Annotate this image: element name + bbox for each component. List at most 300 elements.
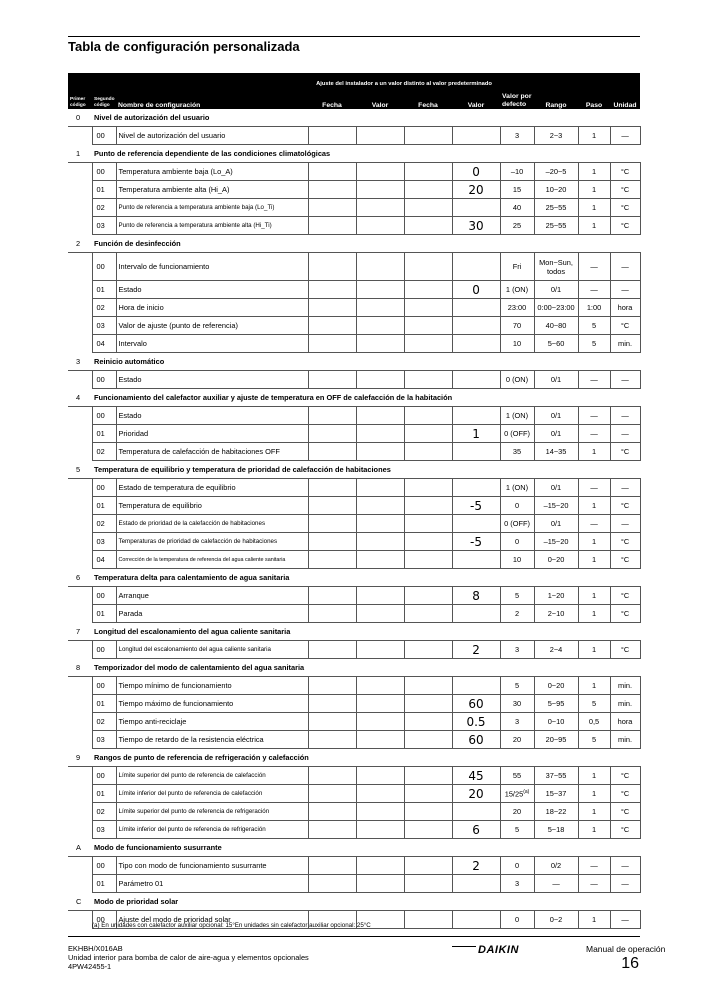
- table-row: [68, 281, 640, 299]
- subcode-cell: 04: [92, 551, 116, 569]
- value-field-1[interactable]: [356, 695, 404, 713]
- table-row: [68, 425, 640, 443]
- date-field-1[interactable]: [308, 821, 356, 839]
- subcode-cell: 02: [92, 803, 116, 821]
- handwritten-value[interactable]: 2: [452, 641, 500, 659]
- date-field-1[interactable]: [308, 785, 356, 803]
- range-header: Rango: [534, 87, 578, 109]
- date-field-1[interactable]: [308, 181, 356, 199]
- range-cell: –15~20: [534, 533, 578, 551]
- table-row: [68, 515, 640, 533]
- subcode-cell: 00: [92, 407, 116, 425]
- handwritten-value[interactable]: 8: [452, 587, 500, 605]
- range-cell: 2~3: [534, 127, 578, 145]
- section-row: [68, 353, 640, 371]
- table-row: [68, 677, 640, 695]
- date-field-1[interactable]: [308, 731, 356, 749]
- date-field-2[interactable]: [404, 785, 452, 803]
- default-cell: 70: [500, 317, 534, 335]
- date-field-1[interactable]: [308, 497, 356, 515]
- date-field-2[interactable]: [404, 199, 452, 217]
- date-field-2[interactable]: [404, 911, 452, 929]
- value-field-1[interactable]: [356, 515, 404, 533]
- value-field-1[interactable]: [356, 605, 404, 623]
- section-code: C: [68, 893, 92, 911]
- handwritten-value[interactable]: 1: [452, 425, 500, 443]
- handwritten-value[interactable]: [452, 253, 500, 281]
- value-field-1[interactable]: [356, 587, 404, 605]
- setting-name: Parada: [116, 605, 308, 623]
- range-cell: 25~55: [534, 199, 578, 217]
- setting-name: Nivel de autorización del usuario: [116, 127, 308, 145]
- unit-cell: °C: [610, 443, 640, 461]
- date-field-1[interactable]: [308, 677, 356, 695]
- handwritten-value[interactable]: [452, 677, 500, 695]
- step-cell: 1: [578, 821, 610, 839]
- setting-name: Longitud del escalonamiento del agua caliente sanitaria: [116, 641, 308, 659]
- date-field-2[interactable]: [404, 163, 452, 181]
- table-row: [68, 199, 640, 217]
- footer-left: [68, 944, 309, 971]
- value-field-1[interactable]: [356, 875, 404, 893]
- section-name: Temporizador del modo de calentamiento del agua sanitaria: [92, 659, 640, 677]
- date-field-2[interactable]: [404, 515, 452, 533]
- date-field-1[interactable]: [308, 127, 356, 145]
- value-field-1[interactable]: [356, 253, 404, 281]
- section-row: [68, 839, 640, 857]
- table-row: [68, 443, 640, 461]
- date-field-2[interactable]: [404, 587, 452, 605]
- default-cell: 3: [500, 713, 534, 731]
- table-row: [68, 317, 640, 335]
- table-row: [68, 371, 640, 389]
- section-row: [68, 659, 640, 677]
- setting-name: Hora de inicio: [116, 299, 308, 317]
- section-name: Reinicio automático: [92, 353, 640, 371]
- date-field-1[interactable]: [308, 299, 356, 317]
- handwritten-value[interactable]: [452, 605, 500, 623]
- step-cell: 5: [578, 335, 610, 353]
- date-field-2[interactable]: [404, 127, 452, 145]
- date-field-2[interactable]: [404, 253, 452, 281]
- section-code: 3: [68, 353, 92, 371]
- subcode-cell: 02: [92, 299, 116, 317]
- table-row: [68, 407, 640, 425]
- handwritten-value[interactable]: [452, 335, 500, 353]
- unit-cell: °C: [610, 605, 640, 623]
- date-field-2[interactable]: [404, 533, 452, 551]
- handwritten-value[interactable]: [452, 317, 500, 335]
- table-row: [68, 695, 640, 713]
- subcode-cell: 00: [92, 641, 116, 659]
- subcode-cell: 00: [92, 767, 116, 785]
- range-cell: –15~20: [534, 497, 578, 515]
- date-field-1[interactable]: [308, 605, 356, 623]
- default-cell: –10: [500, 163, 534, 181]
- unit-cell: —: [610, 911, 640, 929]
- date-field-2[interactable]: [404, 695, 452, 713]
- second-code-header: Segundo código: [92, 87, 116, 109]
- default-cell: 0 (ON): [500, 371, 534, 389]
- step-cell: 1: [578, 217, 610, 235]
- range-cell: 5~95: [534, 695, 578, 713]
- date-field-2[interactable]: [404, 497, 452, 515]
- unit-cell: —: [610, 515, 640, 533]
- date-field-1[interactable]: [308, 317, 356, 335]
- default-cell: 0 (OFF): [500, 425, 534, 443]
- handwritten-value[interactable]: [452, 443, 500, 461]
- table-body: [68, 109, 640, 929]
- value-field-1[interactable]: [356, 443, 404, 461]
- range-cell: 0/1: [534, 407, 578, 425]
- step-header: Paso: [578, 87, 610, 109]
- date-field-1[interactable]: [308, 533, 356, 551]
- subcode-cell: 03: [92, 533, 116, 551]
- table-row: [68, 181, 640, 199]
- value-field-1[interactable]: [356, 821, 404, 839]
- step-cell: 1: [578, 677, 610, 695]
- range-cell: 2~10: [534, 605, 578, 623]
- value-field-1[interactable]: [356, 425, 404, 443]
- handwritten-value[interactable]: [452, 479, 500, 497]
- unit-cell: —: [610, 425, 640, 443]
- default-cell: 1 (ON): [500, 407, 534, 425]
- range-cell: 20~95: [534, 731, 578, 749]
- date-field-2[interactable]: [404, 875, 452, 893]
- section-row: [68, 569, 640, 587]
- subcode-cell: 01: [92, 281, 116, 299]
- default-cell: 10: [500, 335, 534, 353]
- value-field-1[interactable]: [356, 335, 404, 353]
- date-field-2[interactable]: [404, 857, 452, 875]
- section-code: 9: [68, 749, 92, 767]
- section-name: Función de desinfección: [92, 235, 640, 253]
- setting-name: Tipo con modo de funcionamiento susurrante: [116, 857, 308, 875]
- setting-name: Estado de temperatura de equilibrio: [116, 479, 308, 497]
- header-row-2: [68, 87, 640, 109]
- table-row: [68, 551, 640, 569]
- manual-title: Manual de operación: [586, 944, 666, 954]
- subcode-cell: 00: [92, 163, 116, 181]
- default-cell: 0: [500, 497, 534, 515]
- date-field-1[interactable]: [308, 281, 356, 299]
- subcode-cell: 02: [92, 443, 116, 461]
- unit-cell: °C: [610, 641, 640, 659]
- date-field-2[interactable]: [404, 217, 452, 235]
- handwritten-value[interactable]: 45: [452, 767, 500, 785]
- handwritten-value[interactable]: [452, 803, 500, 821]
- unit-cell: hora: [610, 299, 640, 317]
- value-field-1[interactable]: [356, 767, 404, 785]
- date-field-2[interactable]: [404, 479, 452, 497]
- header-row-1: [68, 73, 640, 87]
- setting-name: Límite superior del punto de referencia de refrigeración: [116, 803, 308, 821]
- subcode-cell: 00: [92, 857, 116, 875]
- value-field-1[interactable]: [356, 217, 404, 235]
- handwritten-value[interactable]: -5: [452, 497, 500, 515]
- setting-name: Estado de prioridad de la calefacción de habitaciones: [116, 515, 308, 533]
- value-field-1[interactable]: [356, 317, 404, 335]
- title-rule: [68, 36, 640, 37]
- value-header-2: Valor: [452, 87, 500, 109]
- date-field-2[interactable]: [404, 299, 452, 317]
- step-cell: 1: [578, 443, 610, 461]
- default-cell: 0: [500, 533, 534, 551]
- section-name: Modo de prioridad solar: [92, 893, 640, 911]
- subcode-cell: 01: [92, 181, 116, 199]
- section-name: Nivel de autorización del usuario: [92, 109, 640, 127]
- default-cell: 0: [500, 857, 534, 875]
- table-row: [68, 767, 640, 785]
- date-field-2[interactable]: [404, 443, 452, 461]
- handwritten-value[interactable]: [452, 371, 500, 389]
- date-field-1[interactable]: [308, 443, 356, 461]
- setting-name: Arranque: [116, 587, 308, 605]
- value-field-1[interactable]: [356, 181, 404, 199]
- subcode-cell: 01: [92, 875, 116, 893]
- date-field-1[interactable]: [308, 695, 356, 713]
- date-field-2[interactable]: [404, 371, 452, 389]
- step-cell: 1: [578, 497, 610, 515]
- date-header-1: Fecha: [308, 87, 356, 109]
- table-row: [68, 497, 640, 515]
- date-field-2[interactable]: [404, 821, 452, 839]
- value-field-1[interactable]: [356, 677, 404, 695]
- handwritten-value[interactable]: [452, 515, 500, 533]
- range-cell: 0/1: [534, 479, 578, 497]
- default-cell: 10: [500, 551, 534, 569]
- subcode-cell: 01: [92, 497, 116, 515]
- range-cell: 0~20: [534, 551, 578, 569]
- date-header-2: Fecha: [404, 87, 452, 109]
- value-field-1[interactable]: [356, 199, 404, 217]
- table-row: [68, 479, 640, 497]
- setting-name: Estado: [116, 407, 308, 425]
- unit-cell: —: [610, 281, 640, 299]
- default-cell: 55: [500, 767, 534, 785]
- date-field-1[interactable]: [308, 425, 356, 443]
- subcode-cell: 02: [92, 713, 116, 731]
- date-field-2[interactable]: [404, 335, 452, 353]
- date-field-1[interactable]: [308, 335, 356, 353]
- date-field-1[interactable]: [308, 371, 356, 389]
- default-cell: 5: [500, 821, 534, 839]
- unit-cell: —: [610, 857, 640, 875]
- subcode-cell: 03: [92, 821, 116, 839]
- handwritten-value[interactable]: 6: [452, 821, 500, 839]
- section-name: Modo de funcionamiento susurrante: [92, 839, 640, 857]
- setting-name: Temperatura de calefacción de habitaciones OFF: [116, 443, 308, 461]
- date-field-2[interactable]: [404, 407, 452, 425]
- step-cell: 1: [578, 641, 610, 659]
- date-field-2[interactable]: [404, 767, 452, 785]
- subcode-cell: 03: [92, 217, 116, 235]
- date-field-1[interactable]: [308, 515, 356, 533]
- handwritten-value[interactable]: 0: [452, 281, 500, 299]
- setting-name: Tiempo de retardo de la resistencia eléctrica: [116, 731, 308, 749]
- subcode-cell: 03: [92, 317, 116, 335]
- section-row: [68, 109, 640, 127]
- value-field-1[interactable]: [356, 281, 404, 299]
- handwritten-value[interactable]: 60: [452, 731, 500, 749]
- date-field-1[interactable]: [308, 551, 356, 569]
- unit-cell: °C: [610, 497, 640, 515]
- unit-header: Unidad: [610, 87, 640, 109]
- setting-name: Valor de ajuste (punto de referencia): [116, 317, 308, 335]
- date-field-1[interactable]: [308, 803, 356, 821]
- value-field-1[interactable]: [356, 407, 404, 425]
- date-field-1[interactable]: [308, 713, 356, 731]
- default-cell: 20: [500, 803, 534, 821]
- table-row: [68, 821, 640, 839]
- table-row: [68, 299, 640, 317]
- range-cell: 0/1: [534, 515, 578, 533]
- value-field-1[interactable]: [356, 479, 404, 497]
- handwritten-value[interactable]: [452, 299, 500, 317]
- value-field-1[interactable]: [356, 803, 404, 821]
- document-code: 4PW42455-1: [68, 962, 112, 971]
- subcode-cell: 03: [92, 731, 116, 749]
- step-cell: 1: [578, 551, 610, 569]
- handwritten-value[interactable]: 30: [452, 217, 500, 235]
- date-field-2[interactable]: [404, 425, 452, 443]
- value-field-1[interactable]: [356, 785, 404, 803]
- date-field-2[interactable]: [404, 551, 452, 569]
- handwritten-value[interactable]: 0.5: [452, 713, 500, 731]
- handwritten-value[interactable]: [452, 199, 500, 217]
- range-cell: Mon~Sun, todos: [534, 253, 578, 281]
- section-code: 4: [68, 389, 92, 407]
- step-cell: —: [578, 425, 610, 443]
- section-code: 0: [68, 109, 92, 127]
- subcode-cell: 00: [92, 127, 116, 145]
- date-field-2[interactable]: [404, 803, 452, 821]
- unit-cell: °C: [610, 181, 640, 199]
- range-cell: 0/1: [534, 425, 578, 443]
- handwritten-value[interactable]: 2: [452, 857, 500, 875]
- range-cell: –20~5: [534, 163, 578, 181]
- date-field-1[interactable]: [308, 479, 356, 497]
- section-row: [68, 145, 640, 163]
- range-cell: 1~20: [534, 587, 578, 605]
- value-field-1[interactable]: [356, 299, 404, 317]
- value-field-1[interactable]: [356, 641, 404, 659]
- default-cell: 2: [500, 605, 534, 623]
- subcode-cell: 02: [92, 515, 116, 533]
- date-field-2[interactable]: [404, 731, 452, 749]
- range-cell: 5~60: [534, 335, 578, 353]
- unit-cell: °C: [610, 767, 640, 785]
- default-cell: 3: [500, 127, 534, 145]
- setting-name: Estado: [116, 371, 308, 389]
- date-field-1[interactable]: [308, 875, 356, 893]
- step-cell: 1: [578, 605, 610, 623]
- handwritten-value[interactable]: 60: [452, 695, 500, 713]
- date-field-2[interactable]: [404, 317, 452, 335]
- handwritten-value[interactable]: [452, 551, 500, 569]
- table-row: [68, 253, 640, 281]
- unit-cell: min.: [610, 677, 640, 695]
- default-cell: 23:00: [500, 299, 534, 317]
- step-cell: —: [578, 371, 610, 389]
- date-field-2[interactable]: [404, 605, 452, 623]
- setting-name: Temperatura de equilibrio: [116, 497, 308, 515]
- page-title: Tabla de configuración personalizada: [68, 39, 300, 54]
- section-row: [68, 893, 640, 911]
- value-field-1[interactable]: [356, 857, 404, 875]
- value-field-1[interactable]: [356, 497, 404, 515]
- setting-name: Límite superior del punto de referencia de calefacción: [116, 767, 308, 785]
- date-field-2[interactable]: [404, 713, 452, 731]
- brand-logo: DAIKIN: [478, 944, 519, 956]
- date-field-2[interactable]: [404, 677, 452, 695]
- step-cell: —: [578, 281, 610, 299]
- setting-name: Prioridad: [116, 425, 308, 443]
- date-field-1[interactable]: [308, 253, 356, 281]
- footer-rule: [68, 936, 640, 937]
- unit-cell: —: [610, 371, 640, 389]
- setting-name: Temperatura ambiente alta (Hi_A): [116, 181, 308, 199]
- step-cell: 1: [578, 767, 610, 785]
- range-cell: 25~55: [534, 217, 578, 235]
- setting-name: Corrección de la temperatura de referencia del agua caliente sanitaria: [116, 551, 308, 569]
- subcode-cell: 01: [92, 695, 116, 713]
- handwritten-value[interactable]: [452, 875, 500, 893]
- section-row: [68, 623, 640, 641]
- date-field-1[interactable]: [308, 217, 356, 235]
- date-field-1[interactable]: [308, 407, 356, 425]
- date-field-1[interactable]: [308, 641, 356, 659]
- section-code: 8: [68, 659, 92, 677]
- value-field-1[interactable]: [356, 551, 404, 569]
- date-field-1[interactable]: [308, 199, 356, 217]
- subcode-cell: 00: [92, 371, 116, 389]
- handwritten-value[interactable]: 20: [452, 181, 500, 199]
- value-field-1[interactable]: [356, 371, 404, 389]
- handwritten-value[interactable]: [452, 127, 500, 145]
- range-cell: 18~22: [534, 803, 578, 821]
- handwritten-value[interactable]: [452, 407, 500, 425]
- setting-name: Intervalo: [116, 335, 308, 353]
- value-field-1[interactable]: [356, 533, 404, 551]
- unit-cell: °C: [610, 533, 640, 551]
- handwritten-value[interactable]: [452, 911, 500, 929]
- handwritten-value[interactable]: 0: [452, 163, 500, 181]
- default-cell: 40: [500, 199, 534, 217]
- date-field-1[interactable]: [308, 857, 356, 875]
- date-field-1[interactable]: [308, 163, 356, 181]
- unit-cell: °C: [610, 821, 640, 839]
- value-field-1[interactable]: [356, 713, 404, 731]
- date-field-2[interactable]: [404, 641, 452, 659]
- value-field-1[interactable]: [356, 127, 404, 145]
- date-field-1[interactable]: [308, 767, 356, 785]
- value-field-1[interactable]: [356, 163, 404, 181]
- value-field-1[interactable]: [356, 731, 404, 749]
- handwritten-value[interactable]: 20: [452, 785, 500, 803]
- setting-name: Tiempo mínimo de funcionamiento: [116, 677, 308, 695]
- step-cell: 5: [578, 731, 610, 749]
- date-field-2[interactable]: [404, 281, 452, 299]
- range-cell: 0~10: [534, 713, 578, 731]
- step-cell: —: [578, 857, 610, 875]
- date-field-1[interactable]: [308, 587, 356, 605]
- subcode-cell: 01: [92, 785, 116, 803]
- handwritten-value[interactable]: -5: [452, 533, 500, 551]
- section-name: Funcionamiento del calefactor auxiliar y ajuste de temperatura en OFF de calefacción de la habitación: [92, 389, 640, 407]
- date-field-2[interactable]: [404, 181, 452, 199]
- unit-cell: °C: [610, 217, 640, 235]
